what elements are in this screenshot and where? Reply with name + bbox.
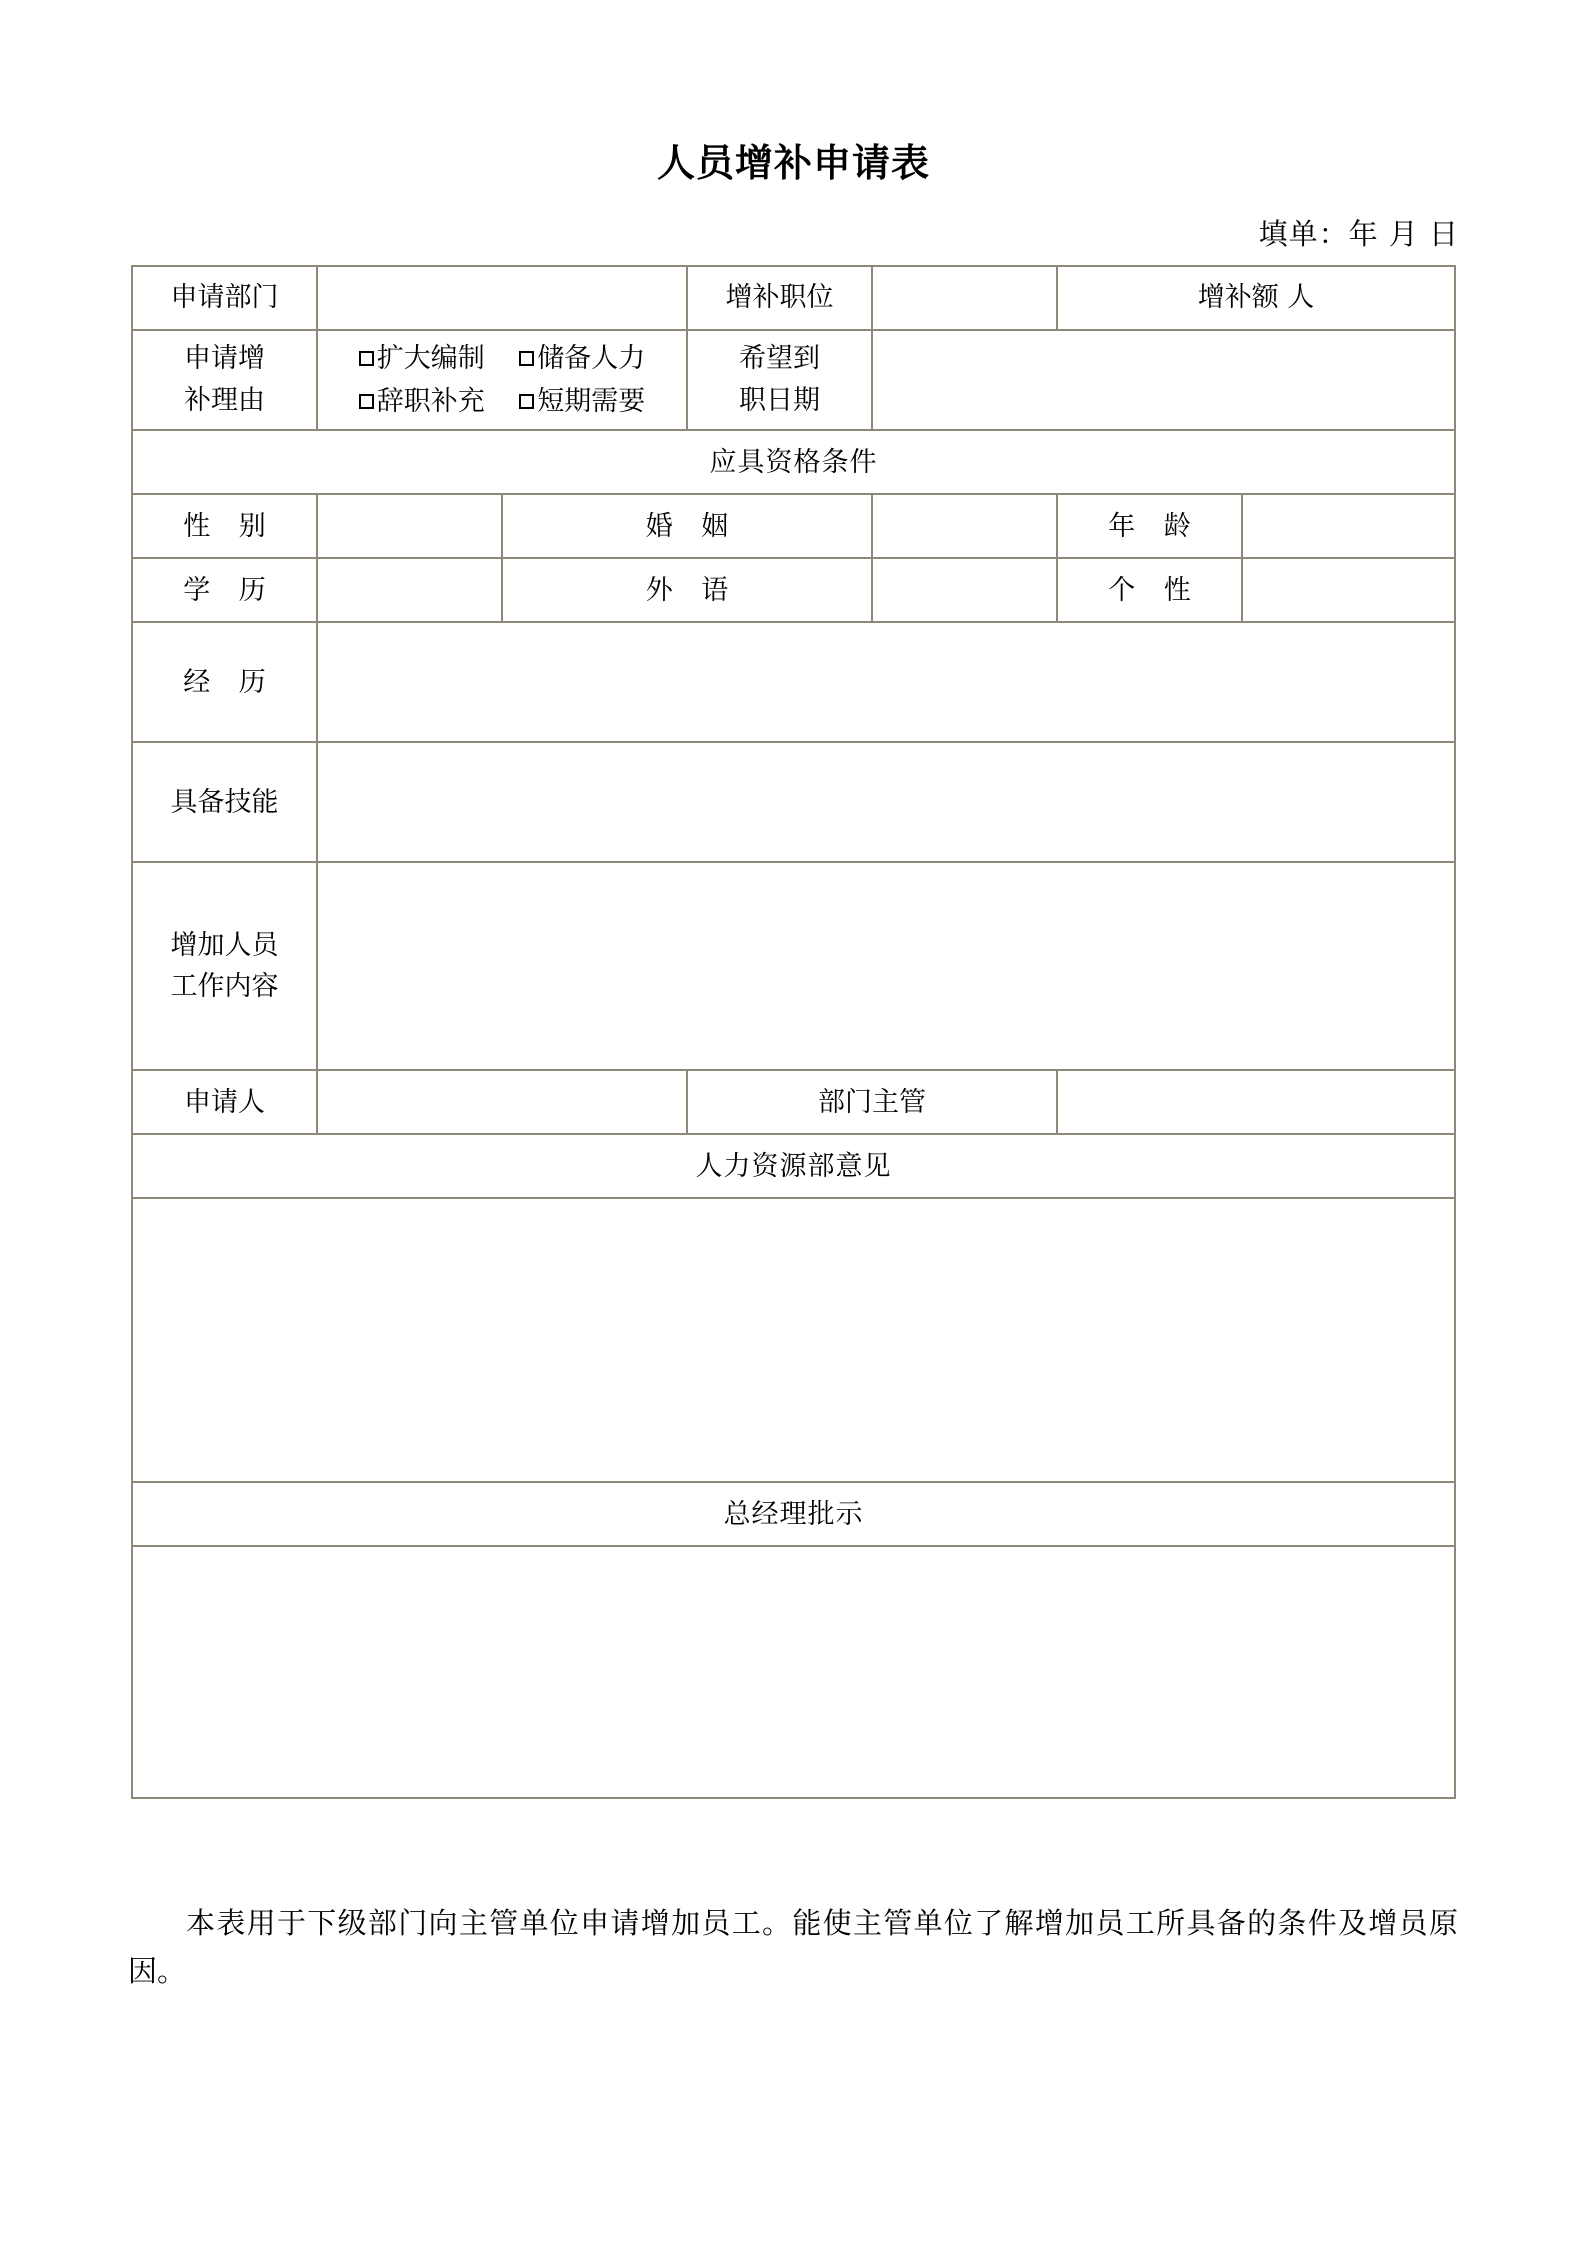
field-supervisor[interactable] <box>1057 1070 1455 1134</box>
label-reason-line2: 补理由 <box>184 385 265 417</box>
section-header-hr-opinion: 人力资源部意见 <box>132 1134 1455 1198</box>
table-row-signatures <box>132 1070 1455 1134</box>
label-reason <box>132 330 317 430</box>
label-headcount: 增补额 人 <box>1057 266 1455 330</box>
table-row-gm-body <box>132 1546 1455 1798</box>
table-row-gm-header <box>132 1482 1455 1546</box>
label-skills: 具备技能 <box>132 742 317 862</box>
field-hr-opinion[interactable] <box>132 1198 1455 1482</box>
checkbox-option-expand[interactable] <box>359 337 485 380</box>
section-header-gm-instruction: 总经理批示 <box>132 1482 1455 1546</box>
label-reason-line1: 申请增 <box>184 343 265 375</box>
checkbox-label-expand: 扩大编制 <box>376 343 485 374</box>
checkbox-label-resignation: 辞职补充 <box>376 386 485 418</box>
table-row-reason <box>132 330 1455 430</box>
label-work-content-line1: 增加人员 <box>170 929 279 961</box>
field-skills[interactable] <box>317 742 1455 862</box>
checkbox-icon[interactable] <box>519 394 534 409</box>
checkbox-icon[interactable] <box>519 351 534 366</box>
checkbox-option-resignation[interactable] <box>359 380 485 423</box>
checkbox-icon[interactable] <box>359 351 374 366</box>
table-row-hr-body <box>132 1198 1455 1482</box>
checkbox-option-reserve[interactable] <box>519 337 645 380</box>
table-row-department <box>132 266 1455 330</box>
label-work-content-line2: 工作内容 <box>170 971 279 1003</box>
checkbox-icon[interactable] <box>359 394 374 409</box>
field-experience[interactable] <box>317 622 1455 742</box>
field-work-content[interactable] <box>317 862 1455 1070</box>
label-expected-date-line1: 希望到 <box>739 343 820 375</box>
label-experience: 经 历 <box>132 622 317 742</box>
section-header-qualification: 应具资格条件 <box>132 430 1455 494</box>
field-language[interactable] <box>872 558 1057 622</box>
field-applicant[interactable] <box>317 1070 687 1134</box>
table-row-experience <box>132 622 1455 742</box>
footer-note: 本表用于下级部门向主管单位申请增加员工。能使主管单位了解增加员工所具备的条件及增员原因。 <box>128 1906 1458 1988</box>
field-department[interactable] <box>317 266 687 330</box>
table-row-education <box>132 558 1455 622</box>
label-department: 申请部门 <box>132 266 317 330</box>
checkbox-label-shortterm: 短期需要 <box>537 386 646 418</box>
page-title: 人员增补申请表 <box>656 140 930 185</box>
personnel-request-table <box>131 265 1456 1799</box>
label-age: 年 龄 <box>1057 494 1242 558</box>
fill-date-line: 填单：年 月 日 <box>1258 217 1459 251</box>
label-expected-date-line2: 职日期 <box>739 385 820 417</box>
checkbox-label-reserve: 储备人力 <box>537 343 646 374</box>
label-gender: 性 别 <box>132 494 317 558</box>
table-row-work-content <box>132 862 1455 1070</box>
reason-options-row-2 <box>318 380 686 423</box>
checkbox-option-shortterm[interactable] <box>519 380 645 423</box>
field-personality[interactable] <box>1242 558 1455 622</box>
table-row-hr-header <box>132 1134 1455 1198</box>
label-marriage: 婚 姻 <box>502 494 872 558</box>
table-row-skills <box>132 742 1455 862</box>
label-expected-date <box>687 330 872 430</box>
reason-options-row-1 <box>318 337 686 380</box>
field-age[interactable] <box>1242 494 1455 558</box>
label-position: 增补职位 <box>687 266 872 330</box>
label-education: 学 历 <box>132 558 317 622</box>
field-expected-date[interactable] <box>872 330 1455 430</box>
reason-options-group <box>317 330 687 430</box>
field-gm-instruction[interactable] <box>132 1546 1455 1798</box>
label-language: 外 语 <box>502 558 872 622</box>
label-work-content <box>132 862 317 1070</box>
field-position[interactable] <box>872 266 1057 330</box>
label-applicant: 申请人 <box>132 1070 317 1134</box>
field-education[interactable] <box>317 558 502 622</box>
field-gender[interactable] <box>317 494 502 558</box>
table-row-qualification-header <box>132 430 1455 494</box>
label-supervisor: 部门主管 <box>687 1070 1057 1134</box>
label-personality: 个 性 <box>1057 558 1242 622</box>
field-marriage[interactable] <box>872 494 1057 558</box>
table-row-gender <box>132 494 1455 558</box>
